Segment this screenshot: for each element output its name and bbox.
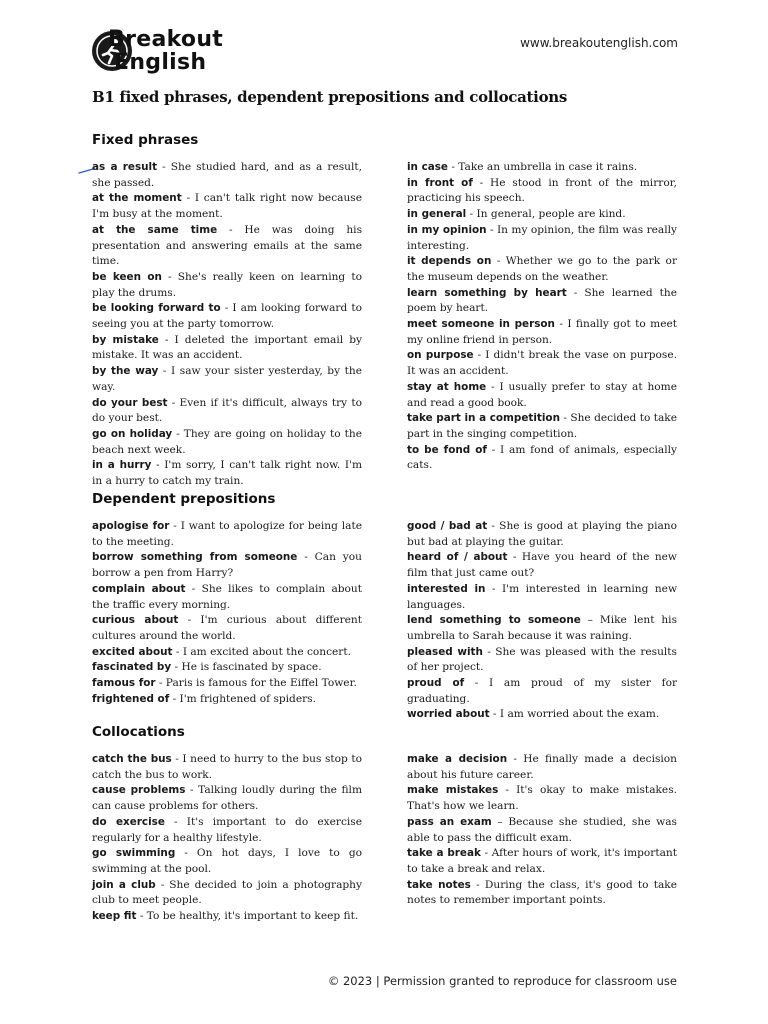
phrase-entry (407, 878, 677, 909)
phrase-definition: - I can't talk right now because I'm busy at the moment. (92, 192, 362, 221)
section-title-dependent-prepositions: Dependent prepositions (92, 491, 276, 507)
phrase-definition: - Can you borrow a pen from Harry? (92, 551, 362, 580)
phrase-entry (92, 582, 362, 613)
phrase-definition: - I saw your sister yesterday, by the way. (92, 365, 362, 393)
phrase-definition: - I deleted the important email by mistake. It was an accident. (92, 333, 362, 362)
phrase-term: in front of (407, 176, 473, 189)
phrase-entry (407, 519, 677, 550)
phrase-definition: - Even if it's difficult, always try to do your best. (92, 396, 362, 425)
phrase-term: worried about (407, 708, 490, 721)
phrase-term: do your best (92, 396, 168, 409)
phrase-entry (92, 458, 362, 489)
phrase-entry (92, 333, 362, 364)
phrase-entry (92, 676, 362, 692)
logo-text-english: English (114, 50, 207, 75)
website-url: www.breakoutenglish.com (520, 36, 678, 50)
phrase-term: in my opinion (407, 223, 487, 236)
phrase-entry (407, 160, 677, 176)
prepositions-left-column (92, 519, 362, 707)
prepositions-right-column (407, 519, 677, 723)
phrase-definition: - It's okay to make mistakes. That's how we learn. (407, 784, 677, 813)
phrase-definition: - Take an umbrella in case it rains. (447, 161, 638, 173)
phrase-definition: - Whether we go to the park or the museum depends on the weather. (407, 255, 678, 283)
phrase-definition: - It's important to do exercise regularly for a healthy lifestyle. (92, 815, 362, 844)
phrase-definition: - I am fond of animals, especially cats. (407, 443, 677, 472)
phrase-definition: - I want to apologize for being late to the meeting. (92, 520, 362, 548)
phrase-term: stay at home (407, 380, 487, 393)
phrase-entry (92, 270, 362, 301)
phrase-definition: - He was doing his presentation and answering emails at the same time. (92, 223, 363, 268)
phrase-entry (92, 160, 362, 191)
phrase-entry (92, 909, 362, 925)
phrase-definition: - He stood in front of the mirror, practicing his speech. (407, 176, 677, 205)
phrase-definition: - I didn't break the vase on purpose. It was an accident. (407, 349, 677, 378)
section-title-fixed-phrases: Fixed phrases (92, 132, 199, 148)
phrase-entry (407, 207, 677, 223)
phrase-term: interested in (407, 582, 486, 595)
phrase-term: cause problems (92, 784, 186, 797)
phrase-term: join a club (92, 878, 156, 891)
phrase-term: on purpose (407, 349, 474, 362)
fixed-phrases-left-column (92, 160, 362, 490)
phrase-definition: – Mike lent his umbrella to Sarah because it was raining. (407, 614, 678, 642)
phrase-definition: - I usually prefer to stay at home and read a good book. (407, 380, 677, 409)
phrase-term: heard of / about (407, 551, 508, 564)
phrase-term: fascinated by (92, 661, 172, 674)
phrase-entry (407, 411, 677, 442)
phrase-term: meet someone in person (407, 318, 555, 331)
phrase-term: make a decision (407, 753, 508, 765)
phrase-term: proud of (407, 677, 465, 690)
phrase-term: be looking forward to (92, 302, 221, 315)
phrase-entry (92, 613, 362, 644)
phrase-term: borrow something from someone (92, 551, 298, 564)
phrase-entry (407, 846, 677, 877)
phrase-term: it depends on (407, 255, 492, 268)
phrase-definition: - I am looking forward to seeing you at the party tomorrow. (92, 302, 362, 331)
phrase-definition: - I'm interested in learning new languages. (407, 582, 678, 611)
phrase-definition: - He finally made a decision about his future career. (407, 753, 677, 781)
phrase-term: take a break (407, 847, 481, 860)
section-title-collocations: Collocations (92, 724, 185, 740)
fixed-phrases-right-column (407, 160, 677, 474)
phrase-term: catch the bus (92, 753, 172, 765)
phrase-term: take part in a competition (407, 412, 560, 425)
phrase-entry (407, 223, 677, 254)
phrase-entry (407, 676, 677, 707)
phrase-entry (407, 815, 677, 846)
phrase-definition: - After hours of work, it's important to take a break and relax. (407, 847, 677, 875)
phrase-definition: - Talking loudly during the film can cause problems for others. (92, 784, 362, 813)
phrase-entry (92, 550, 362, 581)
phrase-definition: - On hot days, I love to go swimming at the pool. (92, 847, 362, 875)
phrase-definition: - In my opinion, the film was really interesting. (407, 223, 677, 252)
phrase-definition: - I am proud of my sister for graduating. (407, 677, 678, 705)
phrase-definition: - I am worried about the exam. (489, 708, 660, 721)
page-header (92, 27, 678, 77)
phrase-term: by mistake (92, 333, 159, 346)
phrase-term: by the way (92, 365, 159, 378)
phrase-entry (92, 427, 362, 458)
phrase-definition: - I'm sorry, I can't talk right now. I'm in a hurry to catch my train. (92, 459, 362, 488)
phrase-definition: - During the class, it's good to take notes to remember important points. (407, 878, 677, 907)
phrase-definition: - I'm frightened of spiders. (169, 692, 316, 705)
phrase-entry (407, 380, 677, 411)
phrase-term: at the moment (92, 192, 182, 205)
phrase-term: in a hurry (92, 459, 152, 472)
collocations-right-column (407, 752, 677, 909)
phrase-term: learn something by heart (407, 286, 567, 299)
phrase-entry (407, 550, 677, 581)
phrase-entry (92, 645, 362, 661)
phrase-term: go on holiday (92, 427, 173, 440)
phrase-definition: - I finally got to meet my online friend in person. (407, 318, 678, 346)
phrase-entry (92, 301, 362, 332)
phrase-definition: - She likes to complain about the traffic every morning. (92, 582, 362, 611)
phrase-definition: - She was pleased with the results of her project. (407, 645, 677, 674)
phrase-term: in general (407, 208, 467, 221)
phrase-entry (92, 846, 362, 877)
phrase-entry (407, 613, 677, 644)
phrase-term: curious about (92, 614, 179, 627)
phrase-entry (92, 364, 362, 395)
phrase-entry (92, 191, 362, 222)
phrase-definition: - I need to hurry to the bus stop to catch the bus to work. (92, 753, 362, 781)
phrase-term: good / bad at (407, 520, 488, 532)
phrase-term: complain about (92, 582, 186, 595)
phrase-definition: - In general, people are kind. (466, 208, 626, 221)
phrase-entry (407, 286, 677, 317)
phrase-term: apologise for (92, 520, 170, 532)
breakout-english-logo (92, 27, 252, 77)
phrase-term: frightened of (92, 692, 170, 705)
phrase-entry (407, 752, 677, 783)
phrase-term: be keen on (92, 270, 162, 283)
collocations-left-column (92, 752, 362, 925)
phrase-term: go swimming (92, 847, 176, 860)
phrase-definition: - She is good at playing the piano but bad at playing the guitar. (407, 520, 677, 548)
phrase-entry (407, 783, 677, 814)
phrase-entry (407, 317, 677, 348)
phrase-entry (407, 707, 677, 723)
phrase-definition: - To be healthy, it's important to keep fit. (136, 910, 359, 923)
phrase-entry (407, 176, 677, 207)
phrase-definition: - They are going on holiday to the beach next week. (92, 427, 362, 456)
phrase-entry (407, 254, 677, 285)
phrase-entry (92, 878, 362, 909)
phrase-entry (407, 348, 677, 379)
phrase-definition: - She's really keen on learning to play the drums. (92, 270, 362, 299)
phrase-definition: - She studied hard, and as a result, she passed. (92, 161, 362, 189)
phrase-term: do exercise (92, 815, 165, 828)
phrase-entry (92, 783, 362, 814)
phrase-entry (407, 443, 677, 474)
phrase-term: at the same time (92, 223, 218, 236)
phrase-term: take notes (407, 878, 471, 891)
phrase-entry (407, 582, 677, 613)
phrase-term: pleased with (407, 645, 483, 658)
phrase-definition: – Because she studied, she was able to pass the difficult exam. (407, 815, 677, 844)
phrase-entry (92, 815, 362, 846)
phrase-definition: - I'm curious about different cultures around the world. (92, 614, 362, 642)
phrase-definition: - Have you heard of the new film that just came out? (407, 551, 677, 580)
phrase-entry (92, 692, 362, 708)
phrase-definition: - I am excited about the concert. (172, 645, 352, 658)
phrase-entry (407, 645, 677, 676)
phrase-definition: - He is fascinated by space. (171, 661, 322, 674)
page-title: B1 fixed phrases, dependent prepositions and collocations (92, 88, 568, 106)
phrase-entry (92, 519, 362, 550)
phrase-term: make mistakes (407, 784, 499, 797)
phrase-definition: - She decided to take part in the singing competition. (407, 412, 677, 440)
phrase-term: famous for (92, 677, 156, 690)
phrase-term: lend something to someone (407, 614, 581, 627)
phrase-entry (92, 752, 362, 783)
phrase-entry (92, 660, 362, 676)
copyright-footer: © 2023 | Permission granted to reproduce for classroom use (327, 974, 677, 988)
phrase-term: keep fit (92, 910, 137, 923)
phrase-term: to be fond of (407, 443, 487, 456)
phrase-term: excited about (92, 645, 173, 658)
logo-text-breakout: Breakout (108, 27, 224, 52)
phrase-term: pass an exam (407, 815, 492, 828)
phrase-definition: - She decided to join a photography club to meet people. (92, 878, 362, 907)
phrase-definition: - Paris is famous for the Eiffel Tower. (155, 677, 357, 690)
phrase-term: in case (407, 161, 448, 173)
phrase-term: as a result (92, 161, 158, 173)
phrase-entry (92, 223, 362, 270)
phrase-entry (92, 396, 362, 427)
phrase-definition: - She learned the poem by heart. (407, 286, 677, 315)
